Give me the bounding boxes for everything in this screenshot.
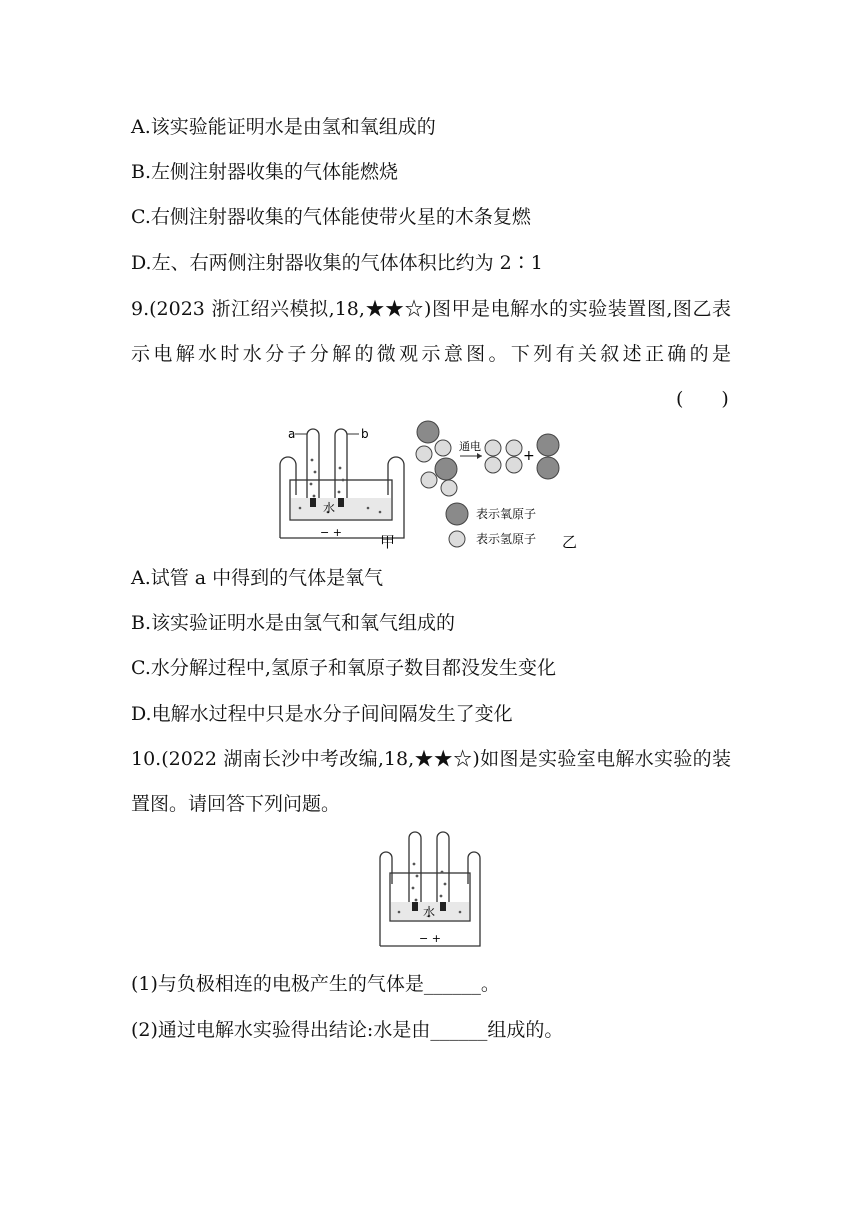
plus-sign: + xyxy=(523,448,535,464)
caption-yi: 乙 xyxy=(562,533,578,551)
water-label: 水 xyxy=(423,905,436,919)
oxygen-atom xyxy=(417,421,439,443)
q9-option-c: C.水分解过程中,氢原子和氧原子数目都没发生变化 xyxy=(131,657,556,679)
legend-hydrogen-text: 表示氢原子 xyxy=(476,532,537,546)
q8-option-d: D.左、右两侧注射器收集的气体体积比约为 2∶1 xyxy=(131,252,543,274)
q9-option-a: A.试管 a 中得到的气体是氧气 xyxy=(131,567,384,589)
arrow-label: 通电 xyxy=(459,440,481,453)
hydrogen-atom xyxy=(506,440,522,456)
polarity-label: − + xyxy=(320,526,342,539)
hydrogen-atom xyxy=(485,457,501,473)
q9-stem-line1: 9.(2023 浙江绍兴模拟,18,★★☆)图甲是电解水的实验装置图,图乙表 xyxy=(131,298,731,320)
q8-option-a: A.该实验能证明水是由氢和氧组成的 xyxy=(131,116,436,138)
hydrogen-atom xyxy=(485,440,501,456)
q9-option-b: B.该实验证明水是由氢气和氧气组成的 xyxy=(131,612,456,634)
q9-option-d: D.电解水过程中只是水分子间间隔发生了变化 xyxy=(131,703,513,725)
water-label: 水 xyxy=(323,501,336,515)
oxygen-atom xyxy=(537,434,559,456)
hydrogen-atom xyxy=(441,480,457,496)
oxygen-atom xyxy=(435,458,457,480)
hydrogen-atom xyxy=(506,457,522,473)
hydrogen-atom xyxy=(435,440,451,456)
q9-figure-jia xyxy=(270,420,410,555)
hydrogen-atom xyxy=(421,472,437,488)
q9-answer-bracket: ( ) xyxy=(676,388,729,410)
q8-option-b: B.左侧注射器收集的气体能燃烧 xyxy=(131,161,399,183)
q8-option-c: C.右侧注射器收集的气体能使带火星的木条复燃 xyxy=(131,206,531,228)
q10-stem-line2: 置图。请回答下列问题。 xyxy=(131,793,341,815)
oxygen-atom xyxy=(537,457,559,479)
legend-oxygen-text: 表示氧原子 xyxy=(476,507,537,521)
q10-sub1: (1)与负极相连的电极产生的气体是______。 xyxy=(131,973,500,995)
hydrogen-atom xyxy=(416,446,432,462)
q9-stem-line2: 示电解水时水分子分解的微观示意图。下列有关叙述正确的是 xyxy=(131,343,731,365)
tube-b-label: b xyxy=(361,427,369,441)
q10-sub2: (2)通过电解水实验得出结论:水是由______组成的。 xyxy=(131,1019,564,1041)
q9-figure-yi xyxy=(410,410,590,555)
tube-a-label: a xyxy=(288,427,296,441)
legend-oxygen-atom xyxy=(446,503,468,525)
polarity-label: − + xyxy=(419,932,441,945)
caption-jia: 甲 xyxy=(380,533,396,551)
legend-hydrogen-atom xyxy=(449,531,465,547)
q10-figure xyxy=(375,828,485,953)
q10-stem-line1: 10.(2022 湖南长沙中考改编,18,★★☆)如图是实验室电解水实验的装 xyxy=(131,748,731,770)
